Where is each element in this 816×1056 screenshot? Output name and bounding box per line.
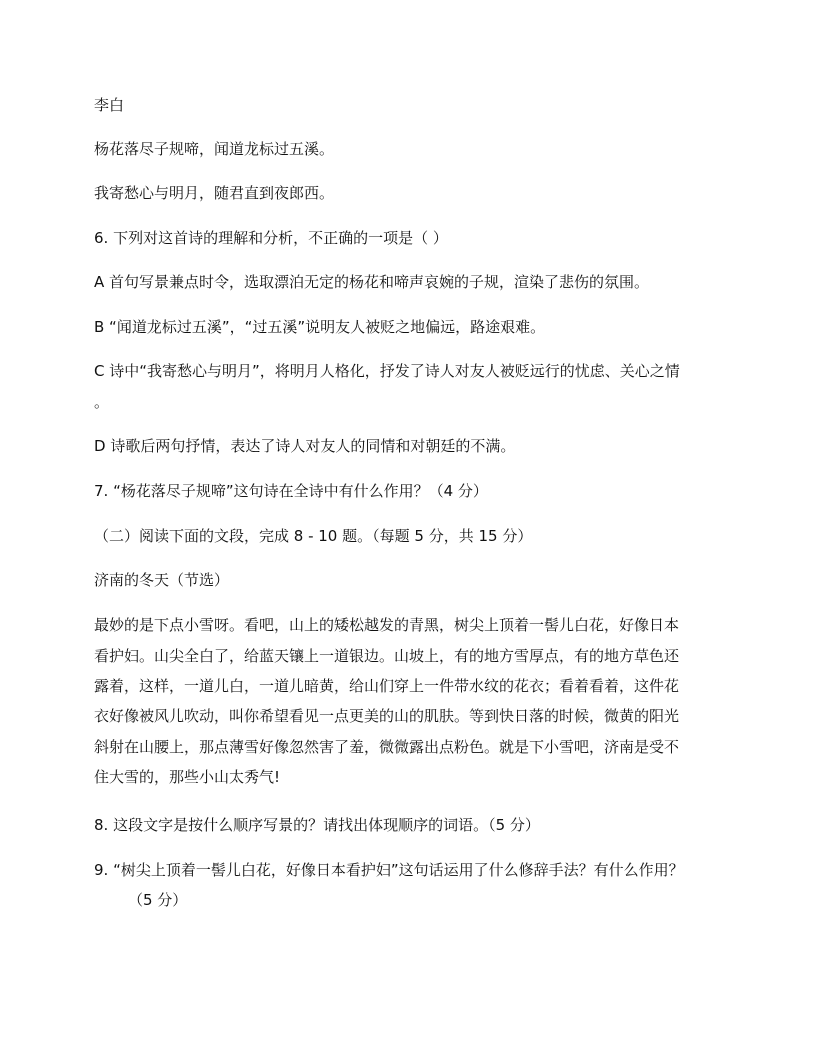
passage-line: 斜射在山腰上，那点薄雪好像忽然害了羞，微微露出点粉色。就是下小雪吧，济南是受不 xyxy=(94,738,680,756)
question-6-option-c-line-1: C 诗中“我寄愁心与明月”，将明月人格化，抒发了诗人对友人被贬远行的忧虑、关心之情 xyxy=(94,362,680,380)
section-2-heading: （二）阅读下面的文段，完成 8 - 10 题。（每题 5 分，共 15 分） xyxy=(94,527,533,545)
question-6-option-b: B “闻道龙标过五溪”，“过五溪”说明友人被贬之地偏远，路途艰难。 xyxy=(94,318,546,336)
passage-title: 济南的冬天（节选） xyxy=(94,571,230,589)
question-7-stem: 7. “杨花落尽子规啼”这句诗在全诗中有什么作用？（4 分） xyxy=(94,482,488,500)
question-6-option-c-line-2: 。 xyxy=(94,393,110,411)
passage-line: 衣好像被风儿吹动，叫你希望看见一点更美的山的肌肤。等到快日落的时候，微黄的阳光 xyxy=(94,707,680,725)
poem-line-1: 杨花落尽子规啼，闻道龙标过五溪。 xyxy=(94,140,335,158)
passage-line: 看护妇。山尖全白了，给蓝天镶上一道银边。山坡上，有的地方雪厚点，有的地方草色还 xyxy=(94,647,680,665)
question-9-stem-line-1: 9. “树尖上顶着一髻儿白花，好像日本看护妇”这句话运用了什么修辞手法？有什么作用？ xyxy=(94,861,684,879)
question-6-option-d: D 诗歌后两句抒情，表达了诗人对友人的同情和对朝廷的不满。 xyxy=(94,437,516,455)
question-6-option-a: A 首句写景兼点时令，选取漂泊无定的杨花和啼声哀婉的子规，渲染了悲伤的氛围。 xyxy=(94,273,650,291)
question-8-stem: 8. 这段文字是按什么顺序写景的？请找出体现顺序的词语。（5 分） xyxy=(94,816,540,834)
passage-line: 最妙的是下点小雪呀。看吧，山上的矮松越发的青黑，树尖上顶着一髻儿白花，好像日本 xyxy=(94,616,680,634)
poem-author: 李白 xyxy=(94,96,125,114)
poem-line-2: 我寄愁心与明月，随君直到夜郎西。 xyxy=(94,184,335,202)
question-9-stem-line-2: （5 分） xyxy=(128,891,188,909)
question-6-stem: 6. 下列对这首诗的理解和分析，不正确的一项是（ ） xyxy=(94,229,448,247)
passage-line: 住大雪的，那些小山太秀气! xyxy=(94,768,281,786)
passage-line: 露着，这样，一道儿白，一道儿暗黄，给山们穿上一件带水纹的花衣；看着看着，这件花 xyxy=(94,677,680,695)
